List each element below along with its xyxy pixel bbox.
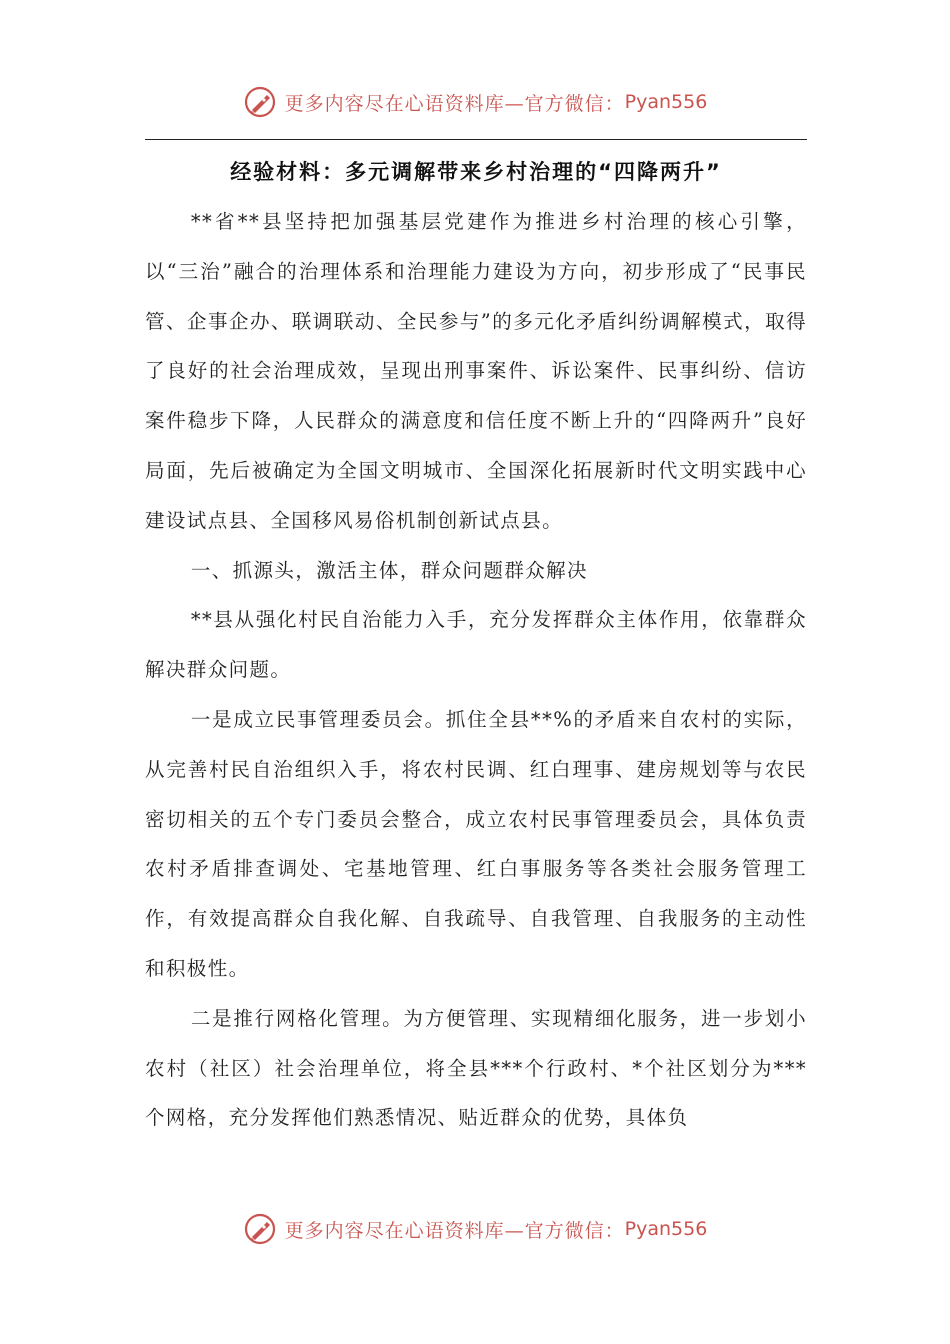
paragraph-point-1: 一是成立民事管理委员会。抓住全县**%的矛盾来自农村的实际，从完善村民自治组织入手，将农村民调、红白理事、建房规划等与农民密切相关的五个专门委员会整合，成立农村民事管理委员会，具体负责农村矛盾排查调处、宅基地管理、红白事服务等各类社会服务管理工作，有效提高群众自我化解、自我疏导、自我管理、自我服务的主动性和积极性。 <box>145 707 807 980</box>
footer-banner <box>0 1209 950 1249</box>
banner-text: 更多内容尽在心语资料库—官方微信： <box>284 1219 625 1242</box>
pen-nib-logo-icon <box>243 85 277 119</box>
paragraph-section-1-intro: **县从强化村民自治能力入手，充分发挥群众主体作用，依靠群众解决群众问题。 <box>145 608 807 682</box>
banner-contact: Pyan556 <box>624 1218 708 1240</box>
banner-text: 更多内容尽在心语资料库—官方微信： <box>284 92 625 115</box>
document-title: 经验材料：多元调解带来乡村治理的“四降两升” <box>230 160 722 184</box>
pen-nib-logo-icon <box>243 1212 277 1246</box>
banner-contact: Pyan556 <box>624 91 708 113</box>
section-heading-1: 一、抓源头，激活主体，群众问题群众解决 <box>190 558 588 582</box>
header-banner <box>0 82 950 122</box>
header-divider <box>145 139 807 140</box>
paragraph-point-2: 二是推行网格化管理。为方便管理、实现精细化服务，进一步划小农村（社区）社会治理单位，将全县***个行政村、*个社区划分为***个网格，充分发挥他们熟悉情况、贴近群众的优势，具体负 <box>145 1006 807 1130</box>
document-body <box>145 197 807 1143</box>
paragraph-intro: **省**县坚持把加强基层党建作为推进乡村治理的核心引擎，以“三治”融合的治理体系和治理能力建设为方向，初步形成了“民事民管、企事企办、联调联动、全民参与”的多元化矛盾纠纷调解模式，取得了良好的社会治理成效，呈现出刑事案件、诉讼案件、民事纠纷、信访案件稳步下降，人民群众的满意度和信任度不断上升的“四降两升”良好局面，先后被确定为全国文明城市、全国深化拓展新时代文明实践中心建设试点县、全国移风易俗机制创新试点县。 <box>145 210 807 532</box>
